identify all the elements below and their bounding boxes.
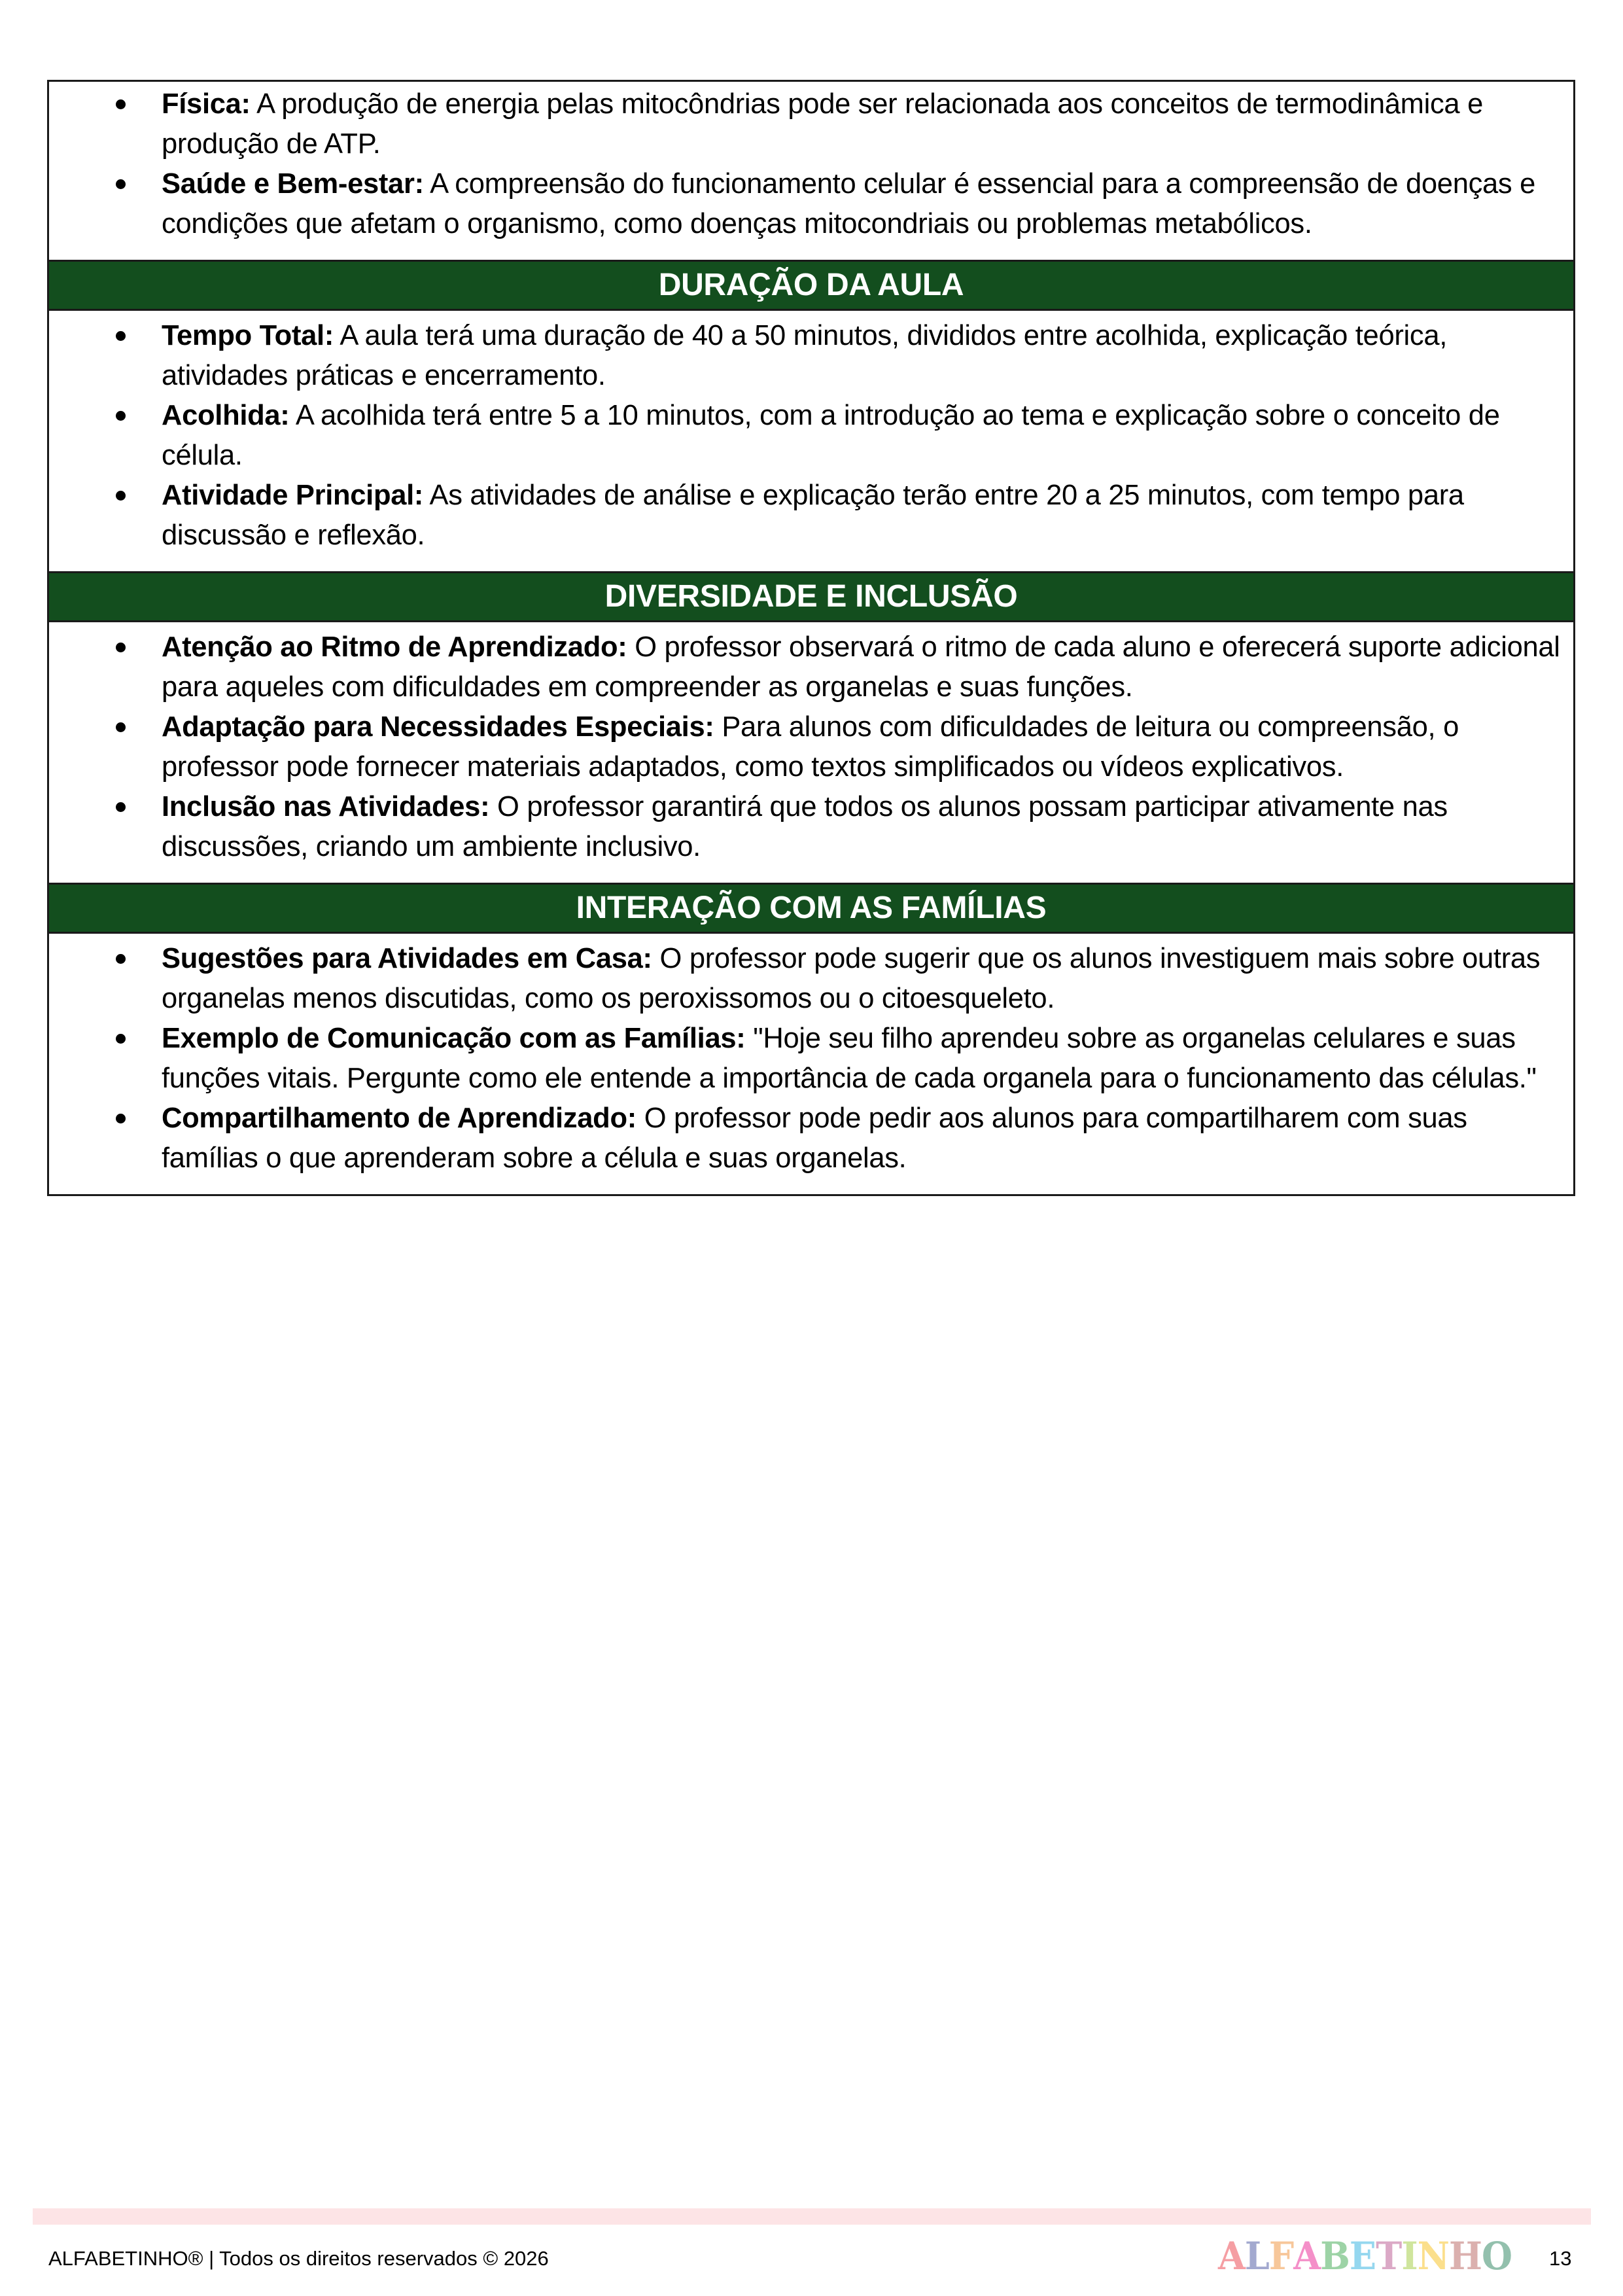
alfabetinho-logo [1218, 2236, 1512, 2276]
section-title: DURAÇÃO DA AULA [49, 260, 1573, 311]
list-item [49, 316, 1560, 396]
item-text: O professor observará o ritmo de cada aluno e oferecerá suporte adicional para aqueles com dificuldades em compreender as organelas e suas funções. [162, 631, 1560, 703]
section-diversidade [49, 571, 1573, 883]
section-body [49, 934, 1573, 1194]
item-text: Para alunos com dificuldades de leitura ou compreensão, o professor pode fornecer materiais adaptados, como textos simplificados ou vídeos explicativos. [162, 711, 1459, 783]
footer-divider-strip [33, 2208, 1591, 2225]
item-label: Exemplo de Comunicação com as Famílias: [162, 1023, 746, 1054]
bullet-icon [116, 491, 126, 501]
section-interdisciplinary-continuation [49, 82, 1573, 260]
bullet-icon [116, 802, 126, 812]
bullet-icon [116, 722, 126, 732]
item-text: A compreensão do funcionamento celular é essencial para a compreensão de doenças e condições que afetam o organismo, como doenças mitocondriais ou problemas metabólicos. [162, 168, 1536, 239]
item-label: Física: [162, 88, 251, 120]
page-number: 13 [1549, 2247, 1572, 2270]
item-label: Compartilhamento de Aprendizado: [162, 1103, 637, 1134]
bullet-list [49, 316, 1560, 556]
footer-copyright: ALFABETINHO® | Todos os direitos reservados © 2026 [48, 2247, 549, 2270]
bullet-icon [116, 411, 126, 421]
item-text: A acolhida terá entre 5 a 10 minutos, com a introdução ao tema e explicação sobre o conceito de célula. [162, 400, 1500, 471]
bullet-icon [116, 1114, 126, 1123]
item-text: A aula terá uma duração de 40 a 50 minutos, divididos entre acolhida, explicação teórica, atividades práticas e encerramento. [162, 320, 1448, 391]
section-title: DIVERSIDADE E INCLUSÃO [49, 571, 1573, 622]
item-text: O professor pode sugerir que os alunos investiguem mais sobre outras organelas menos discutidas, como os peroxissomos ou o citoesqueleto. [162, 943, 1541, 1014]
bullet-icon [116, 179, 126, 189]
list-item [49, 396, 1560, 476]
item-label: Sugestões para Atividades em Casa: [162, 943, 652, 974]
item-label: Atenção ao Ritmo de Aprendizado: [162, 631, 627, 663]
logo-letter: O [1482, 2234, 1512, 2278]
item-label: Inclusão nas Atividades: [162, 791, 490, 822]
bullet-icon [116, 954, 126, 964]
list-item [49, 476, 1560, 556]
bullet-icon [116, 1034, 126, 1044]
item-text: O professor garantirá que todos os alunos possam participar ativamente nas discussões, criando um ambiente inclusivo. [162, 791, 1448, 862]
item-label: Atividade Principal: [162, 480, 424, 511]
item-label: Tempo Total: [162, 320, 334, 351]
section-duracao [49, 260, 1573, 571]
section-title: INTERAÇÃO COM AS FAMÍLIAS [49, 883, 1573, 934]
section-body [49, 311, 1573, 571]
bullet-icon [116, 331, 126, 341]
list-item [49, 164, 1560, 244]
item-text: A produção de energia pelas mitocôndrias pode ser relacionada aos conceitos de termodinâmica e produção de ATP. [162, 88, 1483, 160]
bullet-list [49, 84, 1560, 244]
section-body [49, 82, 1573, 260]
section-interacao-familias [49, 883, 1573, 1194]
logo-letter: H [1449, 2234, 1482, 2278]
list-item [49, 1019, 1560, 1099]
logo-letter: A [1218, 2234, 1245, 2278]
item-text: O professor pode pedir aos alunos para compartilharem com suas famílias o que aprenderam sobre a célula e suas organelas. [162, 1103, 1467, 1174]
logo-letter: I [1401, 2234, 1418, 2278]
bullet-list [49, 627, 1560, 867]
logo-letter: F [1268, 2234, 1294, 2278]
bullet-list [49, 939, 1560, 1178]
logo-letter: B [1320, 2234, 1350, 2278]
list-item [49, 627, 1560, 707]
item-label: Adaptação para Necessidades Especiais: [162, 711, 714, 743]
logo-letter: N [1417, 2234, 1450, 2278]
logo-letter: E [1349, 2234, 1376, 2278]
list-item [49, 939, 1560, 1019]
bullet-icon [116, 99, 126, 109]
bullet-icon [116, 643, 126, 652]
list-item [49, 707, 1560, 787]
logo-letter: L [1244, 2234, 1269, 2278]
section-body [49, 622, 1573, 883]
list-item [49, 1099, 1560, 1178]
item-label: Saúde e Bem-estar: [162, 168, 424, 200]
logo-letter: T [1376, 2234, 1402, 2278]
item-label: Acolhida: [162, 400, 290, 431]
item-text: As atividades de análise e explicação terão entre 20 a 25 minutos, com tempo para discussão e reflexão. [162, 480, 1464, 551]
lesson-plan-table [47, 80, 1575, 1196]
list-item [49, 84, 1560, 164]
list-item [49, 787, 1560, 867]
logo-letter: A [1293, 2234, 1321, 2278]
item-text: "Hoje seu filho aprendeu sobre as organelas celulares e suas funções vitais. Pergunte como ele entende a importância de cada organela para o funcionamento das células." [162, 1023, 1537, 1094]
